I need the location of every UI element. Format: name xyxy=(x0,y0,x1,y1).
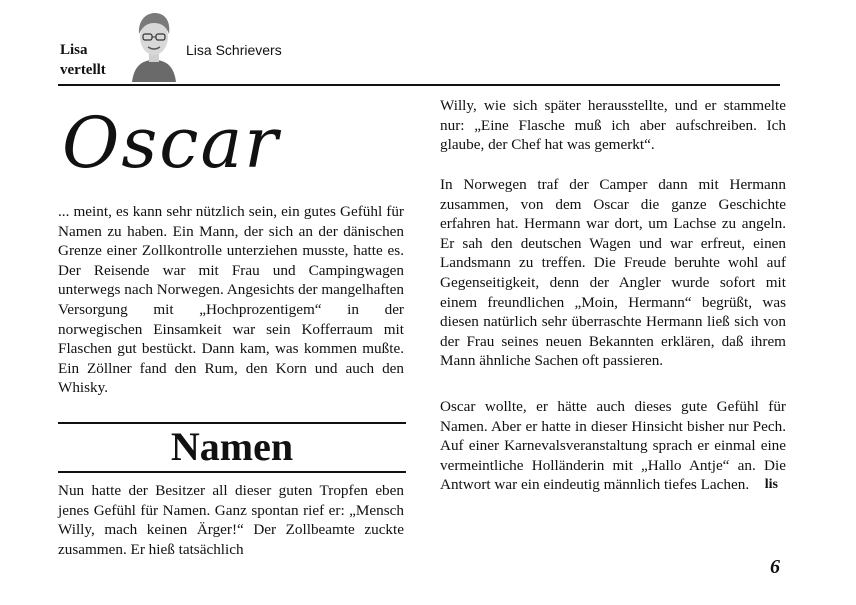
right-paragraph-1: Willy, wie sich später herausstellte, und er stammelte nur: „Eine Flasche muß ich aber aufschreiben. Ich glaube, der Chef hat was gemerkt“. xyxy=(440,97,786,154)
header-divider xyxy=(58,84,780,86)
author-signature: lis xyxy=(764,477,778,493)
subtitle-rule-bottom xyxy=(58,471,406,473)
article-title: Oscar xyxy=(62,102,280,184)
right-paragraph-2: In Norwegen traf der Camper dann mit Hermann zusammen, von dem Oscar die ganze Geschichte erfahren hat. Hermann war dort, um Lachse zu angeln. Er sah den deutschen Wagen und war erfreut, einen Landsmann zu treffen. Die Freude beruhte wohl auf Gegenseitigkeit, denn der Angler wurde sofort mit einem freundlichen „Moin, Hermann“ begrüßt, was diesen natürlich sehr überraschte Hermann ließ sich von der Frau seines neuen Bekannten erklären, daß ihrem Mann ähnliche Sachen oft passieren. xyxy=(440,176,786,370)
author-photo xyxy=(128,10,180,82)
intro-paragraph: ... meint, es kann sehr nützlich sein, ein gutes Gefühl für Namen zu haben. Ein Mann, der sich an der dänischen Grenze einer Zollkontrolle unterziehen musste, hatte es. Der Reisende war mit Frau und Campingwagen unterwegs nach Norwegen. Angesichts der mangelhaften Versorgung mit „Hochprozentigem“ in der norwegischen Einsamkeit war sein Kofferraum mit Flaschen gut bestückt. Dann kam, was kommen mußte. Ein Zöllner fand den Rum, den Korn und auch den Whisky. xyxy=(58,203,404,397)
page-number: 6 xyxy=(770,556,780,578)
column-label: Lisa vertellt xyxy=(60,42,106,78)
left-continuation-paragraph: Nun hatte der Besitzer all dieser guten Tropfen eben jenes Gefühl für Namen. Ganz spontan rief er: „Mensch Willy, mach keinen Ärger!“ Der Zollbeamte zuckte zusammen. Er hieß tatsächlich xyxy=(58,482,404,558)
author-name: Lisa Schrievers xyxy=(186,42,282,58)
right-paragraph-3 xyxy=(440,397,786,495)
right-paragraph-3-text: Oscar wollte, er hätte auch dieses gute Gefühl für Namen. Aber er hatte in dieser Hinsicht bisher nur Pech. Auf einer Karnevalsveranstaltung sprach er einmal eine vermeintliche Holländerin mit „Hallo Antje“ an. Die Antwort war ein eindeutig männlich tiefes Lachen. xyxy=(440,398,786,494)
article-subtitle: Namen xyxy=(170,424,294,469)
